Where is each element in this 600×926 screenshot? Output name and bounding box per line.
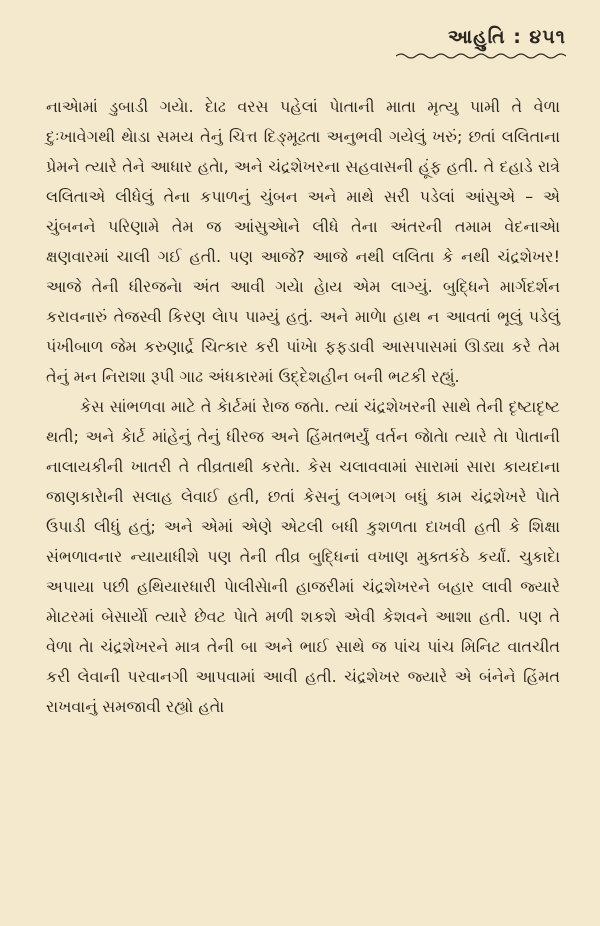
body-text	[46, 92, 560, 722]
title-separator: :	[513, 26, 522, 48]
wavy-rule	[396, 52, 566, 60]
running-head	[396, 26, 566, 48]
page-number: ૪૫૧	[529, 26, 566, 48]
book-title: આહુતિ	[447, 26, 506, 48]
paragraph-2: કેસ સાંભળવા માટે તે કેાર્ટમાં રેાજ જતેા. ત્યાં ચંદ્રશેખરની સાથે તેની દૃષ્ટાદૃષ્ટ થતી; અને કેાર્ટ માંહેનું તેનું ધીરજ અને હિંમતભર્યું વર્તન જેાતેા ત્યારે તેા પેાતાની નાલાયકીની ખાતરી તે તીવ્રતાથી કરતેા. કેસ ચલાવવામાં સારામાં સારા કાયદાના જાણકારેાની સલાહ લેવાઈ હતી, છતાં કેસનું લગભગ બધું કામ ચંદ્રશેખરે પેાતે ઉપાડી લીધું હતું; અને એમાં એણે એટલી બધી કુશળતા દાખવી હતી કે શિક્ષા સંભળાવનાર ન્યાયાધીશે પણ તેની તીવ્ર બુદ્ધિનાં વખાણ મુક્તકંઠે કર્યાં. ચુકાદેા અપાયા પછી હથિયારધારી પેાલીસેાની હાજરીમાં ચંદ્રશેખરને બહાર લાવી જ્યારે મેાટરમાં બેસાર્યેા ત્યારે છેવટ પેાતે મળી શકશે એવી કેશવને આશા હતી. પણ તે વેળા તેા ચંદ્રશેખરને માત્ર તેની બા અને ભાઈ સાથે જ પાંચ પાંચ મિનિટ વાતચીત કરી લેવાની પરવાનગી આપવામાં આવી હતી. ચંદ્રશેખર જ્યારે એ બંનેને હિંમત રાખવાનું સમજાવી રહ્યો હતેા	[46, 397, 560, 716]
page-header	[396, 26, 566, 60]
paragraph-1: નાએામાં ડુબાડી ગયેા. દેાઢ વરસ પહેલાં પેાતાની માતા મૃત્યુ પામી તે વેળા દુઃખાવેગથી થેાડા સમય તેનું ચિત્ત દિઙ્મૂઢતા અનુભવી ગયેલું ખરું; છતાં લલિતાના પ્રેમને ત્યારે તેને આધાર હતેા, અને ચંદ્રશેખરના સહવાસની હૂંફ હતી. તે દહાડે રાત્રે લલિતાએ લીધેલું તેના કપાળનું ચુંબન અને માથે સરી પડેલાં આંસુએ – એ ચુંબનને પરિણામે તેમ જ આંસુએાને લીધે તેના અંતરની તમામ વેદનાએા ક્ષણવારમાં ચાલી ગઈ હતી. પણ આજે? આજે નથી લલિતા કે નથી ચંદ્રશેખર! આજે તેની ધીરજનેા અંત આવી ગયેા હેાય એમ લાગ્યું. બુદ્ધિને માર્ગદર્શન કરાવનારું તેજસ્વી કિરણ લેાપ પામ્યું હતું. અને માળેા હાથ ન આવતાં ભૂલું પડેલું પંખીબાળ જેમ કરુણાર્દ્ર ચિત્કાર કરી પાંખેા ફફડાવી આસપાસમાં ઊડ્યા કરે તેમ તેનું મન નિરાશા રૂપી ગાઢ અંધકારમાં ઉદ્દેશહીન બની ભટકી રહ્યું.	[46, 97, 560, 386]
